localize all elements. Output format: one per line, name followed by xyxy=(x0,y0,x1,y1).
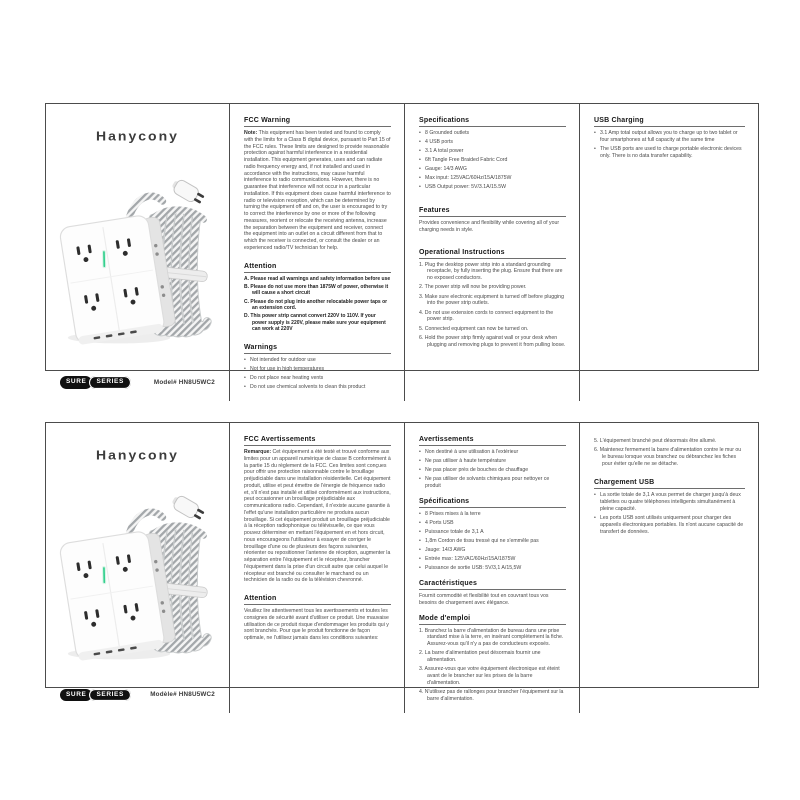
list-item: • Max input: 125VAC/60Hz/15A/1875W xyxy=(419,175,566,182)
power-plug xyxy=(169,493,205,523)
section-title-avertissements: Avertissements xyxy=(419,436,566,446)
list-item: • Puissance totale de 3,1 A xyxy=(419,529,566,536)
list-item: • Gauge: 14/3 AWG xyxy=(419,166,566,173)
list-item: 3. Make sure electronic equipment is turned off before plugging into the power strip outlets. xyxy=(419,293,564,307)
badge-sure-label: SURE xyxy=(60,376,92,389)
list-item: • 3.1 Amp total output allows you to charge up to two tablet or four smartphones at full capacity at the same time xyxy=(594,130,745,144)
badge-sure-label: SURE xyxy=(60,689,92,702)
list-item: 3. Assurez-vous que votre équipement électronique est éteint avant de le brancher sur les prises de la barre d'alimentation. xyxy=(419,666,560,686)
list-item: 4. N'utilisez pas de rallonges pour brancher l'équipement sur la barre d'alimentation. xyxy=(419,689,564,702)
product-photo xyxy=(54,144,221,376)
section-title-caracteristiques: Caractéristiques xyxy=(419,580,566,590)
section-title-fcc-avertissements: FCC Avertissements xyxy=(244,436,391,446)
chargement-usb-list xyxy=(594,492,745,536)
list-item: 4. Do not use extension cords to connect equipment to the power strip. xyxy=(419,309,554,323)
badge-series-label: SERIES xyxy=(89,376,130,389)
badge-series-label: SERIES xyxy=(89,689,130,702)
list-item: • Ne pas utiliser à haute température xyxy=(419,458,566,465)
operational-instructions-list xyxy=(419,262,566,349)
list-item: 1. Branchez la barre d'alimentation de bureau dans une prise standard mise à la terre, en insérant complètement la fiche. Assurez-vous qu'il n'y a pas de conducteurs exposés. xyxy=(419,627,564,648)
list-item: • 8 Prises mises à la terre xyxy=(419,511,566,518)
fcc-avertissements-text: Remarque: Cet équipement a été testé et trouvé conforme aux limites pour un appareil numérique de classe B conformément à la partie 15 du règlement de la FCC. Ces limites sont conçues pour offrir une protection raisonnable contre le brouillage préjudiciable dans une installation résidentielle. Cet équipement produit, utilise et peut émettre de l'énergie de fréquence radio et, s'il n'est pas installé et utilisé conformément aux instructions, peut occasionner un brouillage préjudiciable aux communications radio. Cependant, il n'existe aucune garantie à l'effet qu'une installation particulière ne produira aucun brouillage. Si cet équipement produit un brouillage préjudiciable à la réception radiophonique ou télévisuelle, ce que vous pouvez déterminer en mettant l'équipement en et hors circuit, nous encourageons l'utilisateur à essayer de corriger le brouillage d'une ou de plusieurs des façons suivantes, réorienter ou repositionner l'antenne de réception, augmenter la séparation entre l'équipement et le récepteur, brancher l'équipement dans la prise d'un circuit autre que celui auquel le récepteur est branché ou consulter le marchand ou un technicien de la radio ou de la télévision chevronné. xyxy=(244,449,391,584)
features-text: Provides convenience and flexibility while covering all of your charging needs in style. xyxy=(419,220,560,233)
brand-logo: Hanycony xyxy=(96,447,179,463)
list-item: • USB Output power: 5V/3.1A/15.5W xyxy=(419,184,566,191)
fcc-warning-text: Note: This equipment has been tested and found to comply with the limits for a Class B digital device, pursuant to Part 15 of the FCC rules. These limits are designed to provide reasonable protection against harmful interference in a residential installation. This equipment generates, uses and can radiate radio frequency energy and, if not installed and used in accordance with the instructions, may cause harmful interference to radio communications. However, there is no guarantee that interference will not occur in a particular installation. If this equipment does cause harmful interference to radio or television reception, which can be determined by turning the equipment off and on, the user is encouraged to try to correct the interference by one or more of the following measures, reorient or relocate the receiving antenna, increase the separation between the equipment and receiver, connect the equipment into an outlet on a circuit different from that to which the receiver is connected, or consult the dealer or an experienced radio/TV technician for help. xyxy=(244,130,391,251)
mode-emploi-list xyxy=(419,628,566,703)
column-specs-en xyxy=(404,104,579,401)
column-fcc-fr xyxy=(229,423,404,713)
list-item: B. Please do not use more than 1875W of power, otherwise it will cause a short circuit xyxy=(244,283,389,297)
list-item: 6. Maintenez fermement la barre d'alimentation contre le mur ou le bureau lorsque vous branchez ou débranchez les fiches pour éviter qu'elle ne se détache. xyxy=(594,447,742,467)
badge-row xyxy=(54,689,221,702)
manual-panel-french xyxy=(45,422,759,702)
list-item: • Not for use in high temperatures xyxy=(244,366,391,373)
column-specs-fr xyxy=(404,423,579,713)
list-item: 5. L'équipement branché peut désormais être allumé. xyxy=(594,438,717,444)
section-title-attention-fr: Attention xyxy=(244,595,391,605)
remarque-label: Remarque: xyxy=(244,449,272,455)
power-plug xyxy=(169,177,205,207)
column-usb-fr xyxy=(579,423,758,713)
power-strip-body xyxy=(58,213,176,346)
warnings-list xyxy=(244,357,391,391)
specifications-list xyxy=(419,130,566,191)
sure-series-badge xyxy=(60,689,131,702)
section-title-specifications: Specifications xyxy=(419,117,566,127)
list-item: 5. Connected equipment can now be turned on. xyxy=(419,325,529,332)
usb-charging-list xyxy=(594,130,745,160)
sure-series-badge xyxy=(60,376,131,389)
brand-logo: Hanycony xyxy=(96,128,179,144)
section-title-operational: Operational Instructions xyxy=(419,249,566,259)
product-column-fr xyxy=(46,423,229,713)
list-item: • 3.1 A total power xyxy=(419,148,566,155)
attention-list xyxy=(244,276,391,333)
section-title-chargement-usb: Chargement USB xyxy=(594,479,745,489)
list-item: 6. Hold the power strip firmly against wall or your desk when plugging and removing plugs to prevent it from pulling loose. xyxy=(419,334,566,348)
note-label: Note: xyxy=(244,130,258,136)
model-number: Model# HN8U5WC2 xyxy=(153,378,215,386)
section-title-usb-charging: USB Charging xyxy=(594,117,745,127)
list-item: • Jauge: 14/3 AWG xyxy=(419,547,566,554)
section-title-specifications-fr: Spécifications xyxy=(419,498,566,508)
power-strip-illustration xyxy=(62,485,214,667)
section-title-mode-emploi: Mode d'emploi xyxy=(419,615,566,625)
avertissements-list xyxy=(419,449,566,490)
list-item: • 8 Grounded outlets xyxy=(419,130,566,137)
specifications-list-fr xyxy=(419,511,566,572)
section-title-attention: Attention xyxy=(244,263,391,273)
list-item: • 4 USB ports xyxy=(419,139,566,146)
list-item: • Ne pas utiliser de solvants chimiques pour nettoyer ce produit xyxy=(419,476,566,490)
list-item: • The USB ports are used to charge portable electronic devices only. There is no data transfer capability. xyxy=(594,146,745,160)
product-photo xyxy=(54,463,221,689)
list-item: A. Please read all warnings and safety information before use xyxy=(244,275,391,282)
list-item: • 1,8m Cordon de tissu tressé qui ne s'emmêle pas xyxy=(419,538,566,545)
list-item: 2. The power strip will now be providing power. xyxy=(419,284,527,291)
section-title-warnings: Warnings xyxy=(244,344,391,354)
list-item: • Do not use chemical solvents to clean this product xyxy=(244,384,391,391)
column-usb-en xyxy=(579,104,758,401)
list-item: • Ne pas placer près de bouches de chauffage xyxy=(419,467,566,474)
list-item: C. Please do not plug into another relocatable power taps or an extension cord. xyxy=(244,298,388,312)
list-item: • Puissance de sortie USB: 5V/3,1 A/15,5W xyxy=(419,565,566,572)
power-strip-illustration xyxy=(62,169,214,351)
model-number: Modèle# HN8U5WC2 xyxy=(150,691,215,699)
list-item: • Non destiné à une utilisation à l'extérieur xyxy=(419,449,566,456)
list-item: • Entrée max: 125VAC/60Hz/15A/1875W xyxy=(419,556,566,563)
list-item: • 6ft Tangle Free Braided Fabric Cord xyxy=(419,157,566,164)
list-item: 2. La barre d'alimentation peut désormais fournir une alimentation. xyxy=(419,650,541,664)
list-item: • 4 Ports USB xyxy=(419,520,566,527)
product-column-en xyxy=(46,104,229,401)
list-item: • La sortie totale de 3,1 A vous permet de charger jusqu'à deux tablettes ou quatre téléphones intelligents simultanément à pleine capacité. xyxy=(594,492,745,513)
column-fcc-en xyxy=(229,104,404,401)
attention-text-fr: Veuillez lire attentivement tous les avertissements et toutes les consignes de sécurité avant d'utiliser ce produit. Une mauvaise utilisation de ce produit risque d'endommager les produits qui y sont branchés. Pour que le produit fonctionne de façon optimale, ne l'utilisez jamais dans les conditions suivantes: xyxy=(244,608,389,641)
section-title-fcc-warning: FCC Warning xyxy=(244,117,391,127)
manual-panel-english xyxy=(45,103,759,390)
list-item: • Les ports USB sont utilisés uniquement pour charger des appareils électroniques portables. Ils n'ont aucune capacité de transfert de données. xyxy=(594,515,745,536)
list-item: • Not intended for outdoor use xyxy=(244,357,391,364)
section-title-features: Features xyxy=(419,207,566,217)
list-item: • Do not place near heating vents xyxy=(244,375,391,382)
power-strip-body xyxy=(58,528,176,661)
list-item: D. This power strip cannot convert 220V to 110V. If your power supply is 220V, please make sure your equipment can work at 220V xyxy=(244,313,386,333)
badge-row xyxy=(54,376,221,389)
list-item: 1. Plug the desktop power strip into a standard grounding receptacle, by fully inserting the plug. Ensure that there are no exposed conductors. xyxy=(419,261,563,282)
caracteristiques-text: Fournit commodité et flexibilité tout en couvrant tous vos besoins de chargement avec élégance. xyxy=(419,593,549,606)
mode-emploi-continued-list xyxy=(594,438,745,468)
